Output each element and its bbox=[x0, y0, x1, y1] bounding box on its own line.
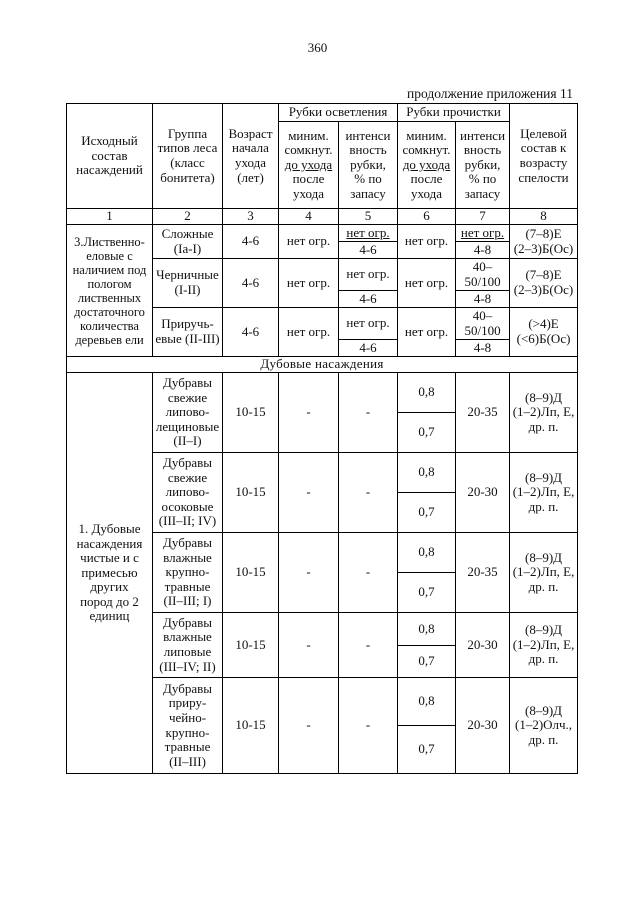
age-cell: 10-15 bbox=[223, 613, 279, 678]
min-closure-cell: нет огр. bbox=[279, 308, 339, 357]
min-closure-cell: 0,7 bbox=[398, 493, 456, 533]
intensity-cell: нет огр. bbox=[339, 259, 398, 291]
column-number: 4 bbox=[279, 209, 339, 225]
header-min-closure-clean: миним. сомкнут. до ухода после ухода bbox=[398, 122, 456, 209]
min-closure-cell: 0,7 bbox=[398, 413, 456, 453]
target-cell: (7–8)Е (2–3)Б(Ос) bbox=[510, 259, 578, 308]
intensity-cell: - bbox=[339, 533, 398, 613]
min-closure-cell: нет огр. bbox=[398, 225, 456, 259]
intensity-cell: - bbox=[339, 678, 398, 774]
continuation-note: продолжение приложения 11 bbox=[407, 86, 573, 101]
target-cell: (8–9)Д (1–2)Лп, Е, др. п. bbox=[510, 373, 578, 453]
intensity-cell: - bbox=[339, 373, 398, 453]
table-row bbox=[67, 373, 578, 413]
age-cell: 10-15 bbox=[223, 373, 279, 453]
column-number: 8 bbox=[510, 209, 578, 225]
min-closure-cell: нет огр. bbox=[279, 259, 339, 308]
forest-group-cell: Дубравы влажные крупно- травные (II–III; I) bbox=[153, 533, 223, 613]
forest-group-cell: Дубравы свежие липово- лещиновые (II–I) bbox=[153, 373, 223, 453]
header-min-closure-light: миним. сомкнут. до ухода после ухода bbox=[279, 122, 339, 209]
target-cell: (8–9)Д (1–2)Лп, Е, др. п. bbox=[510, 613, 578, 678]
min-closure-cell: нет огр. bbox=[398, 259, 456, 308]
header-light-thinning: Рубки осветления bbox=[279, 104, 398, 122]
column-number: 7 bbox=[456, 209, 510, 225]
oak-section-name: 1. Дубовые насаждения чистые и с примесью других пород до 2 единиц bbox=[67, 373, 153, 774]
age-cell: 4-6 bbox=[223, 259, 279, 308]
column-number: 5 bbox=[339, 209, 398, 225]
intensity-cell: 20-35 bbox=[456, 533, 510, 613]
min-closure-cell: - bbox=[279, 613, 339, 678]
target-cell: (>4)Е (<6)Б(Ос) bbox=[510, 308, 578, 357]
min-closure-cell: - bbox=[279, 373, 339, 453]
min-closure-cell: 0,8 bbox=[398, 453, 456, 493]
target-cell: (8–9)Д (1–2)Лп, Е, др. п. bbox=[510, 453, 578, 533]
header-row-1 bbox=[67, 104, 578, 122]
forest-group-cell: Дубравы свежие липово- осоковые (III–II; IV) bbox=[153, 453, 223, 533]
min-closure-cell: - bbox=[279, 453, 339, 533]
min-closure-cell: - bbox=[279, 678, 339, 774]
min-closure-cell: 0,7 bbox=[398, 646, 456, 678]
column-number: 1 bbox=[67, 209, 153, 225]
min-closure-cell: 0,8 bbox=[398, 373, 456, 413]
intensity-cell: 20-30 bbox=[456, 613, 510, 678]
intensity-cell: 4-8 bbox=[456, 242, 510, 259]
intensity-cell: нет огр. bbox=[456, 225, 510, 242]
min-closure-cell: 0,7 bbox=[398, 573, 456, 613]
header-initial-composition: Исходный состав насаждений bbox=[67, 104, 153, 209]
header-intensity-clean: интенси вность рубки, % по запасу bbox=[456, 122, 510, 209]
min-closure-cell: нет огр. bbox=[398, 308, 456, 357]
min-closure-cell: 0,8 bbox=[398, 533, 456, 573]
age-cell: 10-15 bbox=[223, 533, 279, 613]
intensity-cell: 20-35 bbox=[456, 373, 510, 453]
forest-group-cell: Приручь- евые (II-III) bbox=[153, 308, 223, 357]
intensity-cell: 40– 50/100 bbox=[456, 259, 510, 291]
intensity-cell: 20-30 bbox=[456, 453, 510, 533]
min-closure-cell: 0,8 bbox=[398, 678, 456, 726]
intensity-cell: - bbox=[339, 613, 398, 678]
intensity-cell: нет огр. bbox=[339, 225, 398, 242]
age-cell: 4-6 bbox=[223, 225, 279, 259]
intensity-cell: 4-6 bbox=[339, 242, 398, 259]
column-numbers-row bbox=[67, 209, 578, 225]
header-forest-type-group: Группа типов леса (класс бонитета) bbox=[153, 104, 223, 209]
min-closure-cell: 0,8 bbox=[398, 613, 456, 646]
age-cell: 10-15 bbox=[223, 678, 279, 774]
intensity-cell: 4-6 bbox=[339, 291, 398, 308]
target-cell: (7–8)Е (2–3)Б(Ос) bbox=[510, 225, 578, 259]
intensity-cell: 4-8 bbox=[456, 340, 510, 357]
intensity-cell: - bbox=[339, 453, 398, 533]
intensity-cell: 4-6 bbox=[339, 340, 398, 357]
page-number: 360 bbox=[307, 40, 328, 55]
forest-care-table bbox=[66, 103, 578, 774]
min-closure-cell: - bbox=[279, 533, 339, 613]
age-cell: 10-15 bbox=[223, 453, 279, 533]
intensity-cell: нет огр. bbox=[339, 308, 398, 340]
forest-group-cell: Дубравы влажные липовые (III–IV; II) bbox=[153, 613, 223, 678]
column-number: 2 bbox=[153, 209, 223, 225]
header-intensity-light: интенси вность рубки, % по запасу bbox=[339, 122, 398, 209]
oak-section-title: Дубовые насаждения bbox=[67, 357, 578, 373]
header-clean-thinning: Рубки прочистки bbox=[398, 104, 510, 122]
section3-name: 3.Лиственно- еловые с наличием под пологом лиственных достаточного количества деревьев ели bbox=[67, 225, 153, 357]
target-cell: (8–9)Д (1–2)Лп, Е, др. п. bbox=[510, 533, 578, 613]
intensity-cell: 4-8 bbox=[456, 291, 510, 308]
forest-group-cell: Дубравы приру- чейно- крупно- травные (II–III) bbox=[153, 678, 223, 774]
forest-group-cell: Сложные (Iа-I) bbox=[153, 225, 223, 259]
intensity-cell: 40– 50/100 bbox=[456, 308, 510, 340]
age-cell: 4-6 bbox=[223, 308, 279, 357]
column-number: 3 bbox=[223, 209, 279, 225]
target-cell: (8–9)Д (1–2)Олч., др. п. bbox=[510, 678, 578, 774]
forest-group-cell: Черничные (I-II) bbox=[153, 259, 223, 308]
min-closure-cell: 0,7 bbox=[398, 726, 456, 774]
column-number: 6 bbox=[398, 209, 456, 225]
header-target-composition: Целевой состав к возрасту спелости bbox=[510, 104, 578, 209]
section-title-row bbox=[67, 357, 578, 373]
intensity-cell: 20-30 bbox=[456, 678, 510, 774]
min-closure-cell: нет огр. bbox=[279, 225, 339, 259]
header-start-age: Возраст начала ухода (лет) bbox=[223, 104, 279, 209]
table-row bbox=[67, 225, 578, 242]
